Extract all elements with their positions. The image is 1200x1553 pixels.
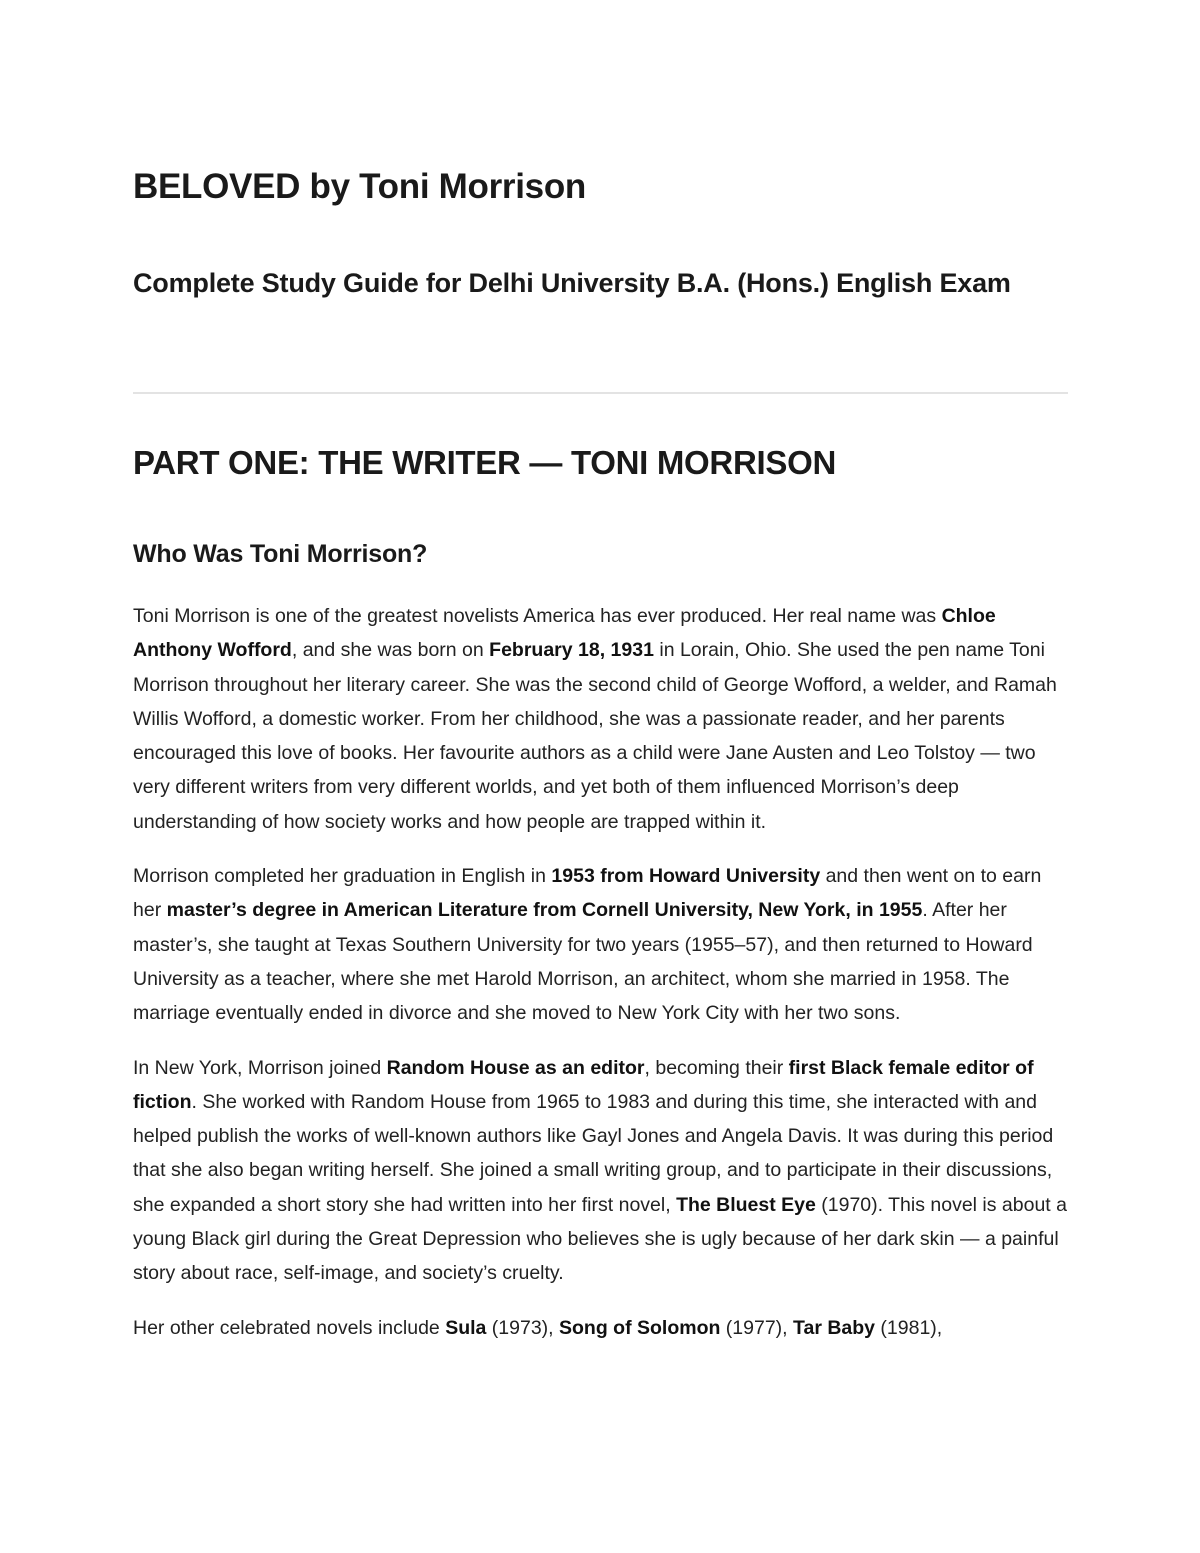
paragraph-3	[133, 1051, 1068, 1291]
part-heading: PART ONE: THE WRITER — TONI MORRISON	[133, 444, 836, 481]
paragraph-2	[133, 859, 1068, 1030]
bold-text: Sula	[445, 1316, 487, 1339]
text-span: Her other celebrated novels include	[133, 1316, 446, 1339]
paragraph-4	[133, 1311, 1068, 1345]
text-span: (1970). This novel is about a young Black girl during the Great Depression who believes she is ugly because of her dark skin — a painful story about race, self-image, and society’s cruelty.	[133, 1193, 1067, 1285]
bold-text: The Bluest Eye	[676, 1193, 816, 1216]
text-span: (1973),	[486, 1316, 559, 1339]
bold-text: master’s degree in American Literature from Cornell University, New York, in 1955	[166, 899, 923, 922]
text-span: , and she was born on	[291, 639, 490, 662]
horizontal-divider	[133, 392, 1068, 394]
text-span: (1981),	[875, 1316, 943, 1339]
text-span: (1977),	[720, 1316, 794, 1339]
bold-text: Random House as an editor	[386, 1056, 645, 1079]
body-text	[133, 599, 1068, 1365]
bold-text: 1953 from Howard University	[551, 865, 821, 888]
text-span: and then went on to earn her	[133, 865, 1042, 922]
text-span: In New York, Morrison joined	[133, 1056, 387, 1079]
bold-text: Chloe Anthony Wofford	[133, 605, 996, 662]
text-span: Toni Morrison is one of the greatest novelists America has ever produced. Her real name was	[133, 605, 942, 627]
text-span: Morrison completed her graduation in English in	[133, 865, 552, 888]
text-span: . She worked with Random House from 1965 to 1983 and during this time, she interacted with and helped publish the works of well-known authors like Gayl Jones and Angela Davis. It was during this period that she also began writing herself. She joined a small writing group, and to participate in their discussions, she expanded a short story she had written into her first novel,	[133, 1090, 1054, 1216]
bold-text: February 18, 1931	[489, 639, 654, 662]
bold-text: Tar Baby	[793, 1316, 876, 1339]
document-title: BELOVED by Toni Morrison	[133, 167, 586, 206]
bold-text: Song of Solomon	[559, 1316, 721, 1339]
text-span: , becoming their	[644, 1056, 789, 1079]
text-span: in Lorain, Ohio. She used the pen name Toni Morrison throughout her literary career. She was the second child of George Wofford, a welder, and Ramah Willis Wofford, a domestic worker. From her childhood, she was a passionate reader, and her parents encouraged this love of books. Her favourite authors as a child were Jane Austen and Leo Tolstoy — two very different writers from very different worlds, and yet both of them influenced Morrison’s deep understanding of how society works and how people are trapped within it.	[133, 639, 1057, 833]
paragraph-1	[133, 599, 1068, 839]
document-subtitle: Complete Study Guide for Delhi University B.A. (Hons.) English Exam	[133, 268, 1011, 298]
text-span: . After her master’s, she taught at Texas Southern University for two years (1955–57), and then returned to Howard University as a teacher, where she met Harold Morrison, an architect, whom she married in 1958. The marriage eventually ended in divorce and she moved to New York City with her two sons.	[133, 899, 1033, 1025]
bold-text: first Black female editor of fiction	[133, 1056, 1034, 1113]
section-heading: Who Was Toni Morrison?	[133, 540, 428, 568]
